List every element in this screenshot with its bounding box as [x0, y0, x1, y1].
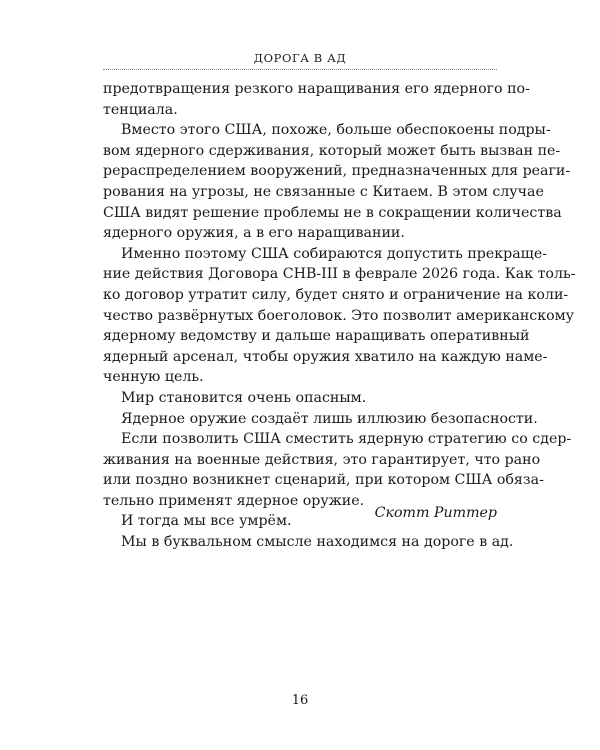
- text-line: Мир становится очень опасным.: [121, 389, 367, 406]
- text-line: ядерному ведомству и дальше наращивать оперативный: [103, 328, 530, 345]
- text-line: Именно поэтому США собираются допустить прекраще-: [121, 245, 548, 262]
- text-line: чество развёрнутых боеголовок. Это позволит американскому: [103, 307, 575, 324]
- text-line: ние действия Договора СНВ-III в феврале 2026 года. Как толь-: [103, 266, 576, 283]
- author-signature: Скотт Риттер: [374, 505, 497, 521]
- text-line: рераспределением вооружений, предназначенных для реаги-: [103, 163, 571, 180]
- text-line: США видят решение проблемы не в сокращении количества: [103, 204, 562, 221]
- text-line: предотвращения резкого наращивания его ядерного по-: [103, 81, 530, 97]
- text-line: живания на военные действия, это гарантирует, что рано: [103, 451, 541, 468]
- text-line: тенциала.: [103, 101, 178, 118]
- header-divider: [103, 69, 497, 70]
- text-line: И тогда мы все умрём.: [121, 513, 292, 530]
- text-line: Вместо этого США, похоже, больше обеспокоены подры-: [121, 122, 551, 139]
- text-line: Если позволить США сместить ядерную стратегию со сдер-: [121, 431, 572, 448]
- text-line: ядерного оружия, а в его наращивании.: [103, 225, 405, 242]
- text-line: Ядерное оружие создаёт лишь иллюзию безопасности.: [121, 410, 538, 427]
- page-number: 16: [291, 693, 309, 708]
- running-header: ДОРОГА В АД: [253, 51, 347, 65]
- text-line: тельно применят ядерное оружие.: [103, 492, 365, 509]
- text-line: ченную цель.: [103, 369, 204, 386]
- text-line: Мы в буквальном смысле находимся на дороге в ад.: [121, 534, 514, 551]
- body-text: [103, 79, 576, 553]
- text-line: ядерный арсенал, чтобы оружия хватило на каждую наме-: [103, 348, 548, 365]
- text-line: вом ядерного сдерживания, который может быть вызван пе-: [103, 142, 561, 159]
- text-line: ко договор утратит силу, будет снято и ограничение на коли-: [103, 286, 569, 303]
- text-line: или поздно возникнет сценарий, при котором США обяза-: [103, 472, 544, 489]
- text-line: рования на угрозы, не связанные с Китаем. В этом случае: [103, 183, 544, 200]
